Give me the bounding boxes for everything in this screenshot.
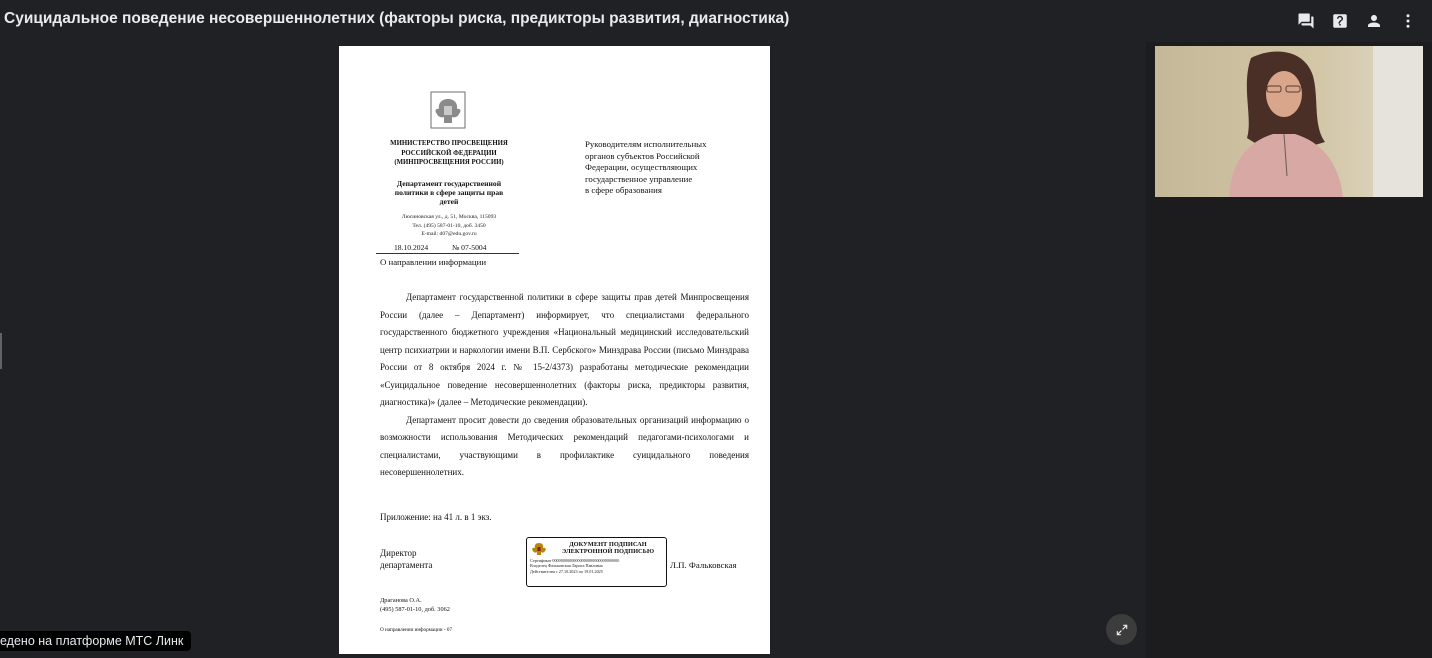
department-name: Департамент государственной политики в сфере защиты прав детей [394,179,504,206]
attachment-note: Приложение: на 41 л. в 1 экз. [380,512,492,522]
platform-badge: едено на платформе МТС Линк [0,631,191,651]
addressee-block: Руководителям исполнительных органов субъектов Российской Федерации, осуществляющих государственное управление в сфере образования [585,139,707,195]
stamp-title: ДОКУМЕНТ ПОДПИСАН ЭЛЕКТРОННОЙ ПОДПИСЬЮ [561,541,655,555]
ministry-address: Люсиновская ул., д. 51, Москва, 115093 Тел. (495) 587-01-10, доб. 3450 E-mail: d07@edu.gov.ru [401,214,497,237]
document-date: 18.10.2024 [394,243,429,252]
eagle-icon [530,541,548,557]
stamp-details: Сертификат 00000000000000000000000000000000 Владелец Фальковская Лариса Павловна Действителен с 27.10.2023 по 19.01.2025 [530,558,620,574]
participants-icon[interactable] [1364,11,1384,31]
executor-block: Драганова О.А. (495) 587-01-10, доб. 3062 [380,597,450,613]
body-paragraph: Департамент государственной политики в сфере защиты прав детей Минпросвещения России (далее – Департамент) информирует, что специалистами федерального государственного бюджетного учреждения «Национальный медицинский исследовательский центр психиатрии и наркологии имени В.П. Сербского» Минздрава России (письмо Минздрава России от 8 октября 2024 г. № 15-2/4373) разработаны методические рекомендации «Суицидальное поведение несовершеннолетних (факторы риска, предикторы развития, диагностика)» (далее – Методические рекомендации). [380,292,749,407]
expand-icon [1115,623,1129,637]
signer-name: Л.П. Фальковская [670,560,737,570]
chat-icon[interactable] [1296,11,1316,31]
help-icon[interactable] [1330,11,1350,31]
electronic-signature-stamp [526,537,667,587]
date-number-line [376,243,519,254]
document-footer: О направлении информации - 07 [380,627,453,633]
coat-of-arms-icon [430,91,466,131]
side-panel-handle[interactable] [0,333,2,369]
document-body [380,289,749,482]
document-number: № 07-5004 [452,243,487,252]
ministry-name: МИНИСТЕРСТВО ПРОСВЕЩЕНИЯ РОССИЙСКОЙ ФЕДЕРАЦИИ (МИНПРОСВЕЩЕНИЯ РОССИИ) [390,140,508,166]
top-bar [0,0,1432,42]
more-vert-icon[interactable] [1398,11,1418,31]
body-paragraph: Департамент просит довести до сведения образовательных организаций информацию о возможности использования Методических рекомендаций педагогами-психологами и специалистами, участвующими в профилактике суицидального поведения несовершеннолетних. [380,414,749,477]
fullscreen-button[interactable] [1106,614,1137,645]
speaker-video[interactable] [1155,46,1423,197]
shared-document [339,46,770,654]
page-title: Суицидальное поведение несовершеннолетних (факторы риска, предикторы развития, диагностика) [4,10,790,27]
speaker-video-frame [1155,46,1423,197]
document-subject: О направлении информации [380,257,487,267]
signer-position: Директор департамента [380,548,433,570]
